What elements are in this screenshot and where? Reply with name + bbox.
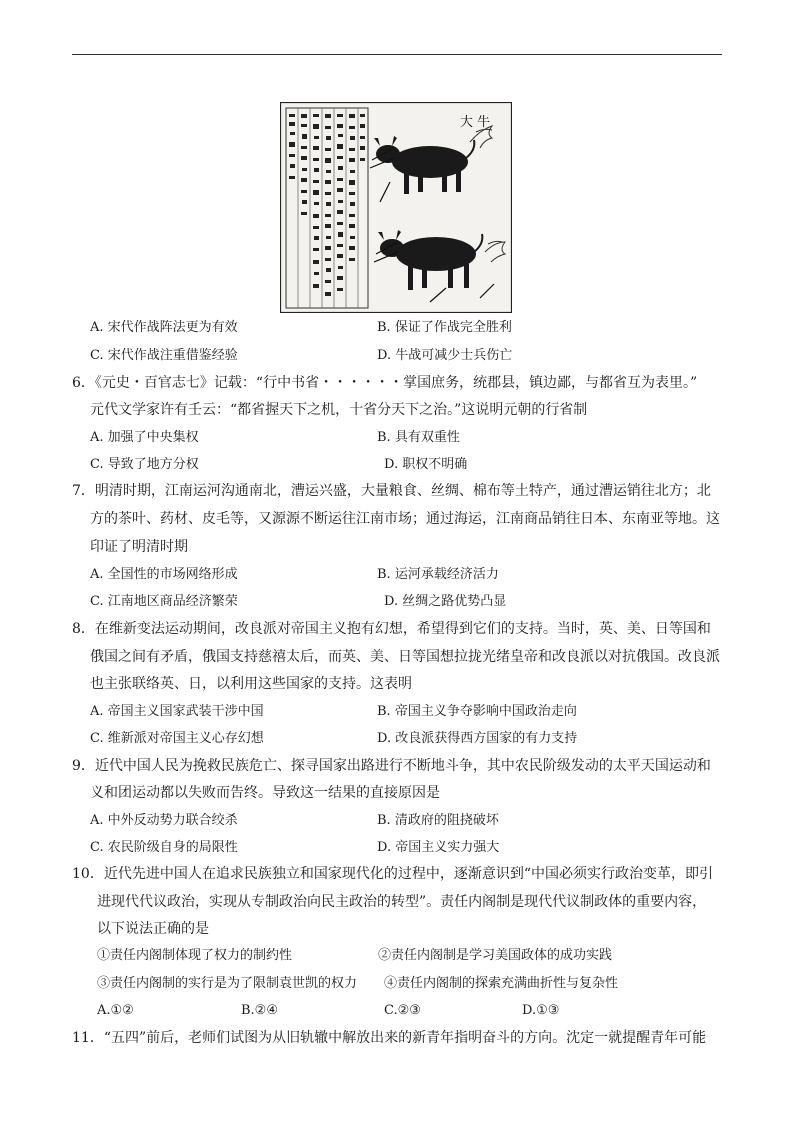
- q7-stem-line1: 7．明清时期，江南运河沟通南北，漕运兴盛，大量粮食、丝绸、棉布等土特产，通过漕运销往北方；北: [72, 483, 711, 499]
- q9-option-d[interactable]: D. 帝国主义实力强大: [377, 840, 500, 855]
- q7-option-a[interactable]: A. 全国性的市场网络形成: [90, 567, 238, 582]
- q7-stem-line2: 方的茶叶、药材、皮毛等，又源源不断运往江南市场；通过海运，江南商品销往日本、东南亚等地。这: [90, 511, 720, 527]
- q5-option-b[interactable]: B. 保证了作战完全胜利: [377, 320, 512, 335]
- q10-option-c[interactable]: C.②③: [384, 1003, 421, 1018]
- q6-option-c[interactable]: C. 导致了地方分权: [90, 457, 199, 472]
- q8-stem-line2: 俄国之间有矛盾，俄国支持慈禧太后，而英、美、日等国想拉拢光绪皇帝和改良派以对抗俄国。改良派: [90, 649, 720, 665]
- q8-option-a[interactable]: A. 帝国主义国家武装干涉中国: [90, 704, 264, 719]
- q5-option-c[interactable]: C. 宋代作战注重借鉴经验: [90, 348, 238, 363]
- q10-item-4: ④责任内阁制的探索充满曲折性与复杂性: [384, 976, 619, 991]
- q9-option-a[interactable]: A. 中外反动势力联合绞杀: [90, 813, 238, 828]
- q6-option-d[interactable]: D. 职权不明确: [384, 457, 468, 472]
- q10-item-1: ①责任内阁制体现了权力的制约性: [97, 948, 293, 963]
- fire-ox-illustration: [280, 102, 512, 313]
- q10-stem-line1: 10．近代先进中国人在追求民族独立和国家现代化的过程中，逐渐意识到“中国必须实行政治变革，即引: [72, 866, 713, 882]
- q8-stem-line1: 8．在维新变法运动期间，改良派对帝国主义抱有幻想，希望得到它们的支持。当时，英、美、日等国和: [72, 621, 711, 637]
- q9-option-c[interactable]: C. 农民阶级自身的局限性: [90, 840, 238, 855]
- q9-option-b[interactable]: B. 清政府的阻挠破坏: [377, 813, 499, 828]
- q6-stem-line2: 元代文学家许有壬云：“都省握天下之机，十省分天下之治。”这说明元朝的行省制: [90, 402, 588, 418]
- q8-option-d[interactable]: D. 改良派获得西方国家的有力支持: [377, 731, 578, 746]
- q10-option-b[interactable]: B.②④: [241, 1003, 278, 1018]
- q11-stem-line1: 11．“五四”前后，老师们试图为从旧轨辙中解放出来的新青年指明奋斗的方向。沈定一就提醒青年可能: [72, 1030, 707, 1046]
- q10-stem-line3: 以下说法正确的是: [97, 921, 209, 937]
- q7-stem-line3: 印证了明清时期: [90, 539, 188, 555]
- q10-item-3: ③责任内阁制的实行是为了限制袁世凯的权力: [97, 976, 358, 991]
- q10-option-a[interactable]: A.①②: [97, 1003, 134, 1018]
- q7-option-b[interactable]: B. 运河承载经济活力: [377, 567, 499, 582]
- fire-ox-image: [280, 102, 512, 313]
- figure-title: 大 牛: [460, 115, 491, 130]
- q6-option-b[interactable]: B. 具有双重性: [377, 430, 460, 445]
- q7-option-c[interactable]: C. 江南地区商品经济繁荣: [90, 594, 238, 609]
- q6-option-a[interactable]: A. 加强了中央集权: [90, 430, 199, 445]
- q10-option-d[interactable]: D.①③: [522, 1003, 560, 1018]
- q8-option-b[interactable]: B. 帝国主义争夺影响中国政治走向: [377, 704, 577, 719]
- q10-stem-line2: 进现代代议政治，实现从专制政治向民主政治的转型”。责任内阁制是现代代议制政体的重要内容，: [97, 894, 707, 910]
- q9-stem-line2: 义和团运动都以失败而告终。导致这一结果的直接原因是: [90, 785, 440, 801]
- q10-item-2: ②责任内阁制是学习美国政体的成功实践: [378, 948, 613, 963]
- q9-stem-line1: 9．近代中国人民为挽救民族危亡、探寻国家出路进行不断地斗争，其中农民阶级发动的太平天国运动和: [72, 758, 711, 774]
- q7-option-d[interactable]: D. 丝绸之路优势凸显: [384, 594, 507, 609]
- header-rule: [72, 54, 722, 55]
- q5-option-d[interactable]: D. 牛战可减少士兵伤亡: [377, 348, 513, 363]
- q8-option-c[interactable]: C. 维新派对帝国主义心存幻想: [90, 731, 264, 746]
- q5-option-a[interactable]: A. 宋代作战阵法更为有效: [90, 320, 238, 335]
- q8-stem-line3: 也主张联络英、日，以利用这些国家的支持。这表明: [90, 676, 412, 692]
- q6-stem-line1: 6．《元史・百官志七》记载：“行中书省・・・・・・掌国庶务，统郡县，镇边鄙，与都省互为表里。”: [72, 375, 698, 391]
